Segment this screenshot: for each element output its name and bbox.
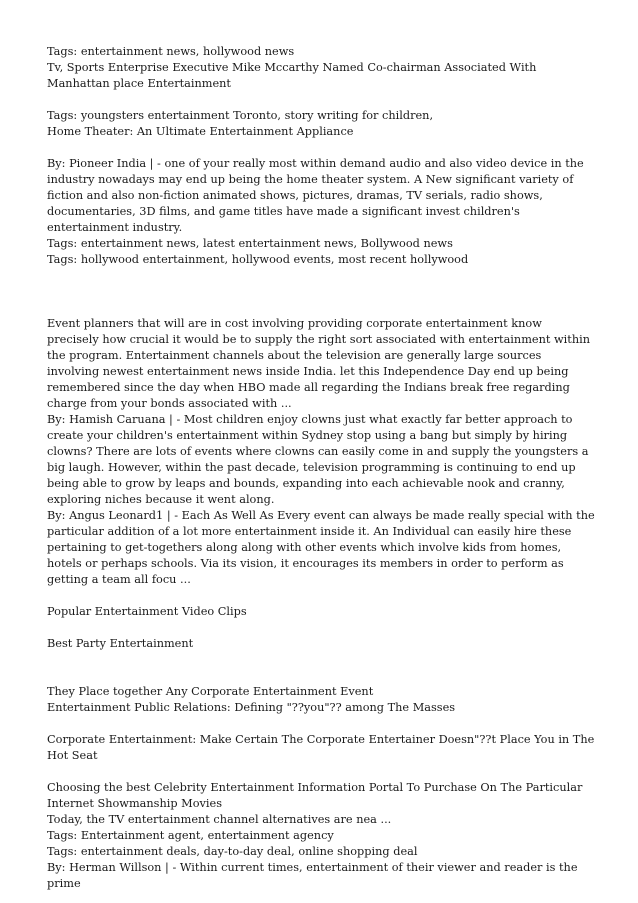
tags-block-1 [47, 44, 595, 92]
article-title: Choosing the best Celebrity Entertainment Information Portal To Purchase On The Particular Internet Showmanship Movies [47, 781, 583, 810]
article-title: Corporate Entertainment: Make Certain The Corporate Entertainer Doesn"??t Place You in The Hot Seat [47, 733, 595, 762]
tags-line: Tags: Entertainment agent, entertainment agency [47, 829, 334, 842]
hot-seat-block [47, 732, 595, 764]
tags-line: Tags: youngsters entertainment Toronto, story writing for children, [47, 109, 434, 122]
tags-line: Tags: hollywood entertainment, hollywood events, most recent hollywood [47, 253, 469, 266]
document-page [47, 44, 595, 892]
corporate-event-block [47, 684, 595, 716]
best-party-block [47, 636, 595, 652]
article-title: Entertainment Public Relations: Defining "??you"?? among The Masses [47, 701, 456, 714]
article-excerpt: By: Pioneer India | - one of your really most within demand audio and also video device in the industry nowadays may end up being the home theater system. A New significant variety of fiction and also non-fiction animated shows, pictures, dramas, TV serials, radio shows, documentaries, 3D films, and game titles have made a significant invest children's entertainment industry. [47, 157, 584, 234]
article-excerpt: By: Herman Willson | - Within current times, entertainment of their viewer and reader is the prime [47, 861, 578, 890]
section-heading: Best Party Entertainment [47, 637, 194, 650]
section-heading: Popular Entertainment Video Clips [47, 605, 247, 618]
event-planners-block [47, 316, 595, 588]
article-excerpt: By: Angus Leonard1 | - Each As Well As Every event can always be made really special with the particular addition of a lot more entertainment inside it. An Individual can easily hire these pertaining to get-togethers along along with other events which involve kids from homes, hotels or perhaps schools. Via its vision, it encourages its members in order to perform as getting a team all focu ... [47, 509, 595, 586]
pioneer-block [47, 156, 595, 268]
tags-block-2 [47, 108, 595, 140]
article-excerpt: By: Hamish Caruana | - Most children enjoy clowns just what exactly far better approach to create your children's entertainment within Sydney stop using a bang but simply by hiring clowns? There are lots of events where clowns can easily come in and supply the youngsters a big laugh. However, within the past decade, television programming is continuing to end up being able to grow by leaps and bounds, expanding into each achievable nook and cranny, exploring niches because it went along. [47, 413, 589, 506]
article-title: Tv, Sports Enterprise Executive Mike Mccarthy Named Co-chairman Associated With Manhattan place Entertainment [47, 61, 537, 90]
article-title: Home Theater: An Ultimate Entertainment Appliance [47, 125, 354, 138]
tags-line: Tags: entertainment news, latest entertainment news, Bollywood news [47, 237, 453, 250]
tags-line: Tags: entertainment news, hollywood news [47, 45, 295, 58]
article-excerpt: Event planners that will are in cost involving providing corporate entertainment know precisely how crucial it would be to supply the right sort associated with entertainment within the program. Entertainment channels about the television are generally large sources involving newest entertainment news inside India. let this Independence Day end up being remembered since the day when HBO made all regarding the Indians break free regarding charge from your bonds associated with ... [47, 317, 590, 410]
celebrity-portal-block [47, 780, 595, 892]
article-title: They Place together Any Corporate Entertainment Event [47, 685, 374, 698]
tags-line: Tags: entertainment deals, day-to-day deal, online shopping deal [47, 845, 418, 858]
popular-clips-block [47, 604, 595, 620]
article-excerpt: Today, the TV entertainment channel alternatives are nea ... [47, 813, 392, 826]
